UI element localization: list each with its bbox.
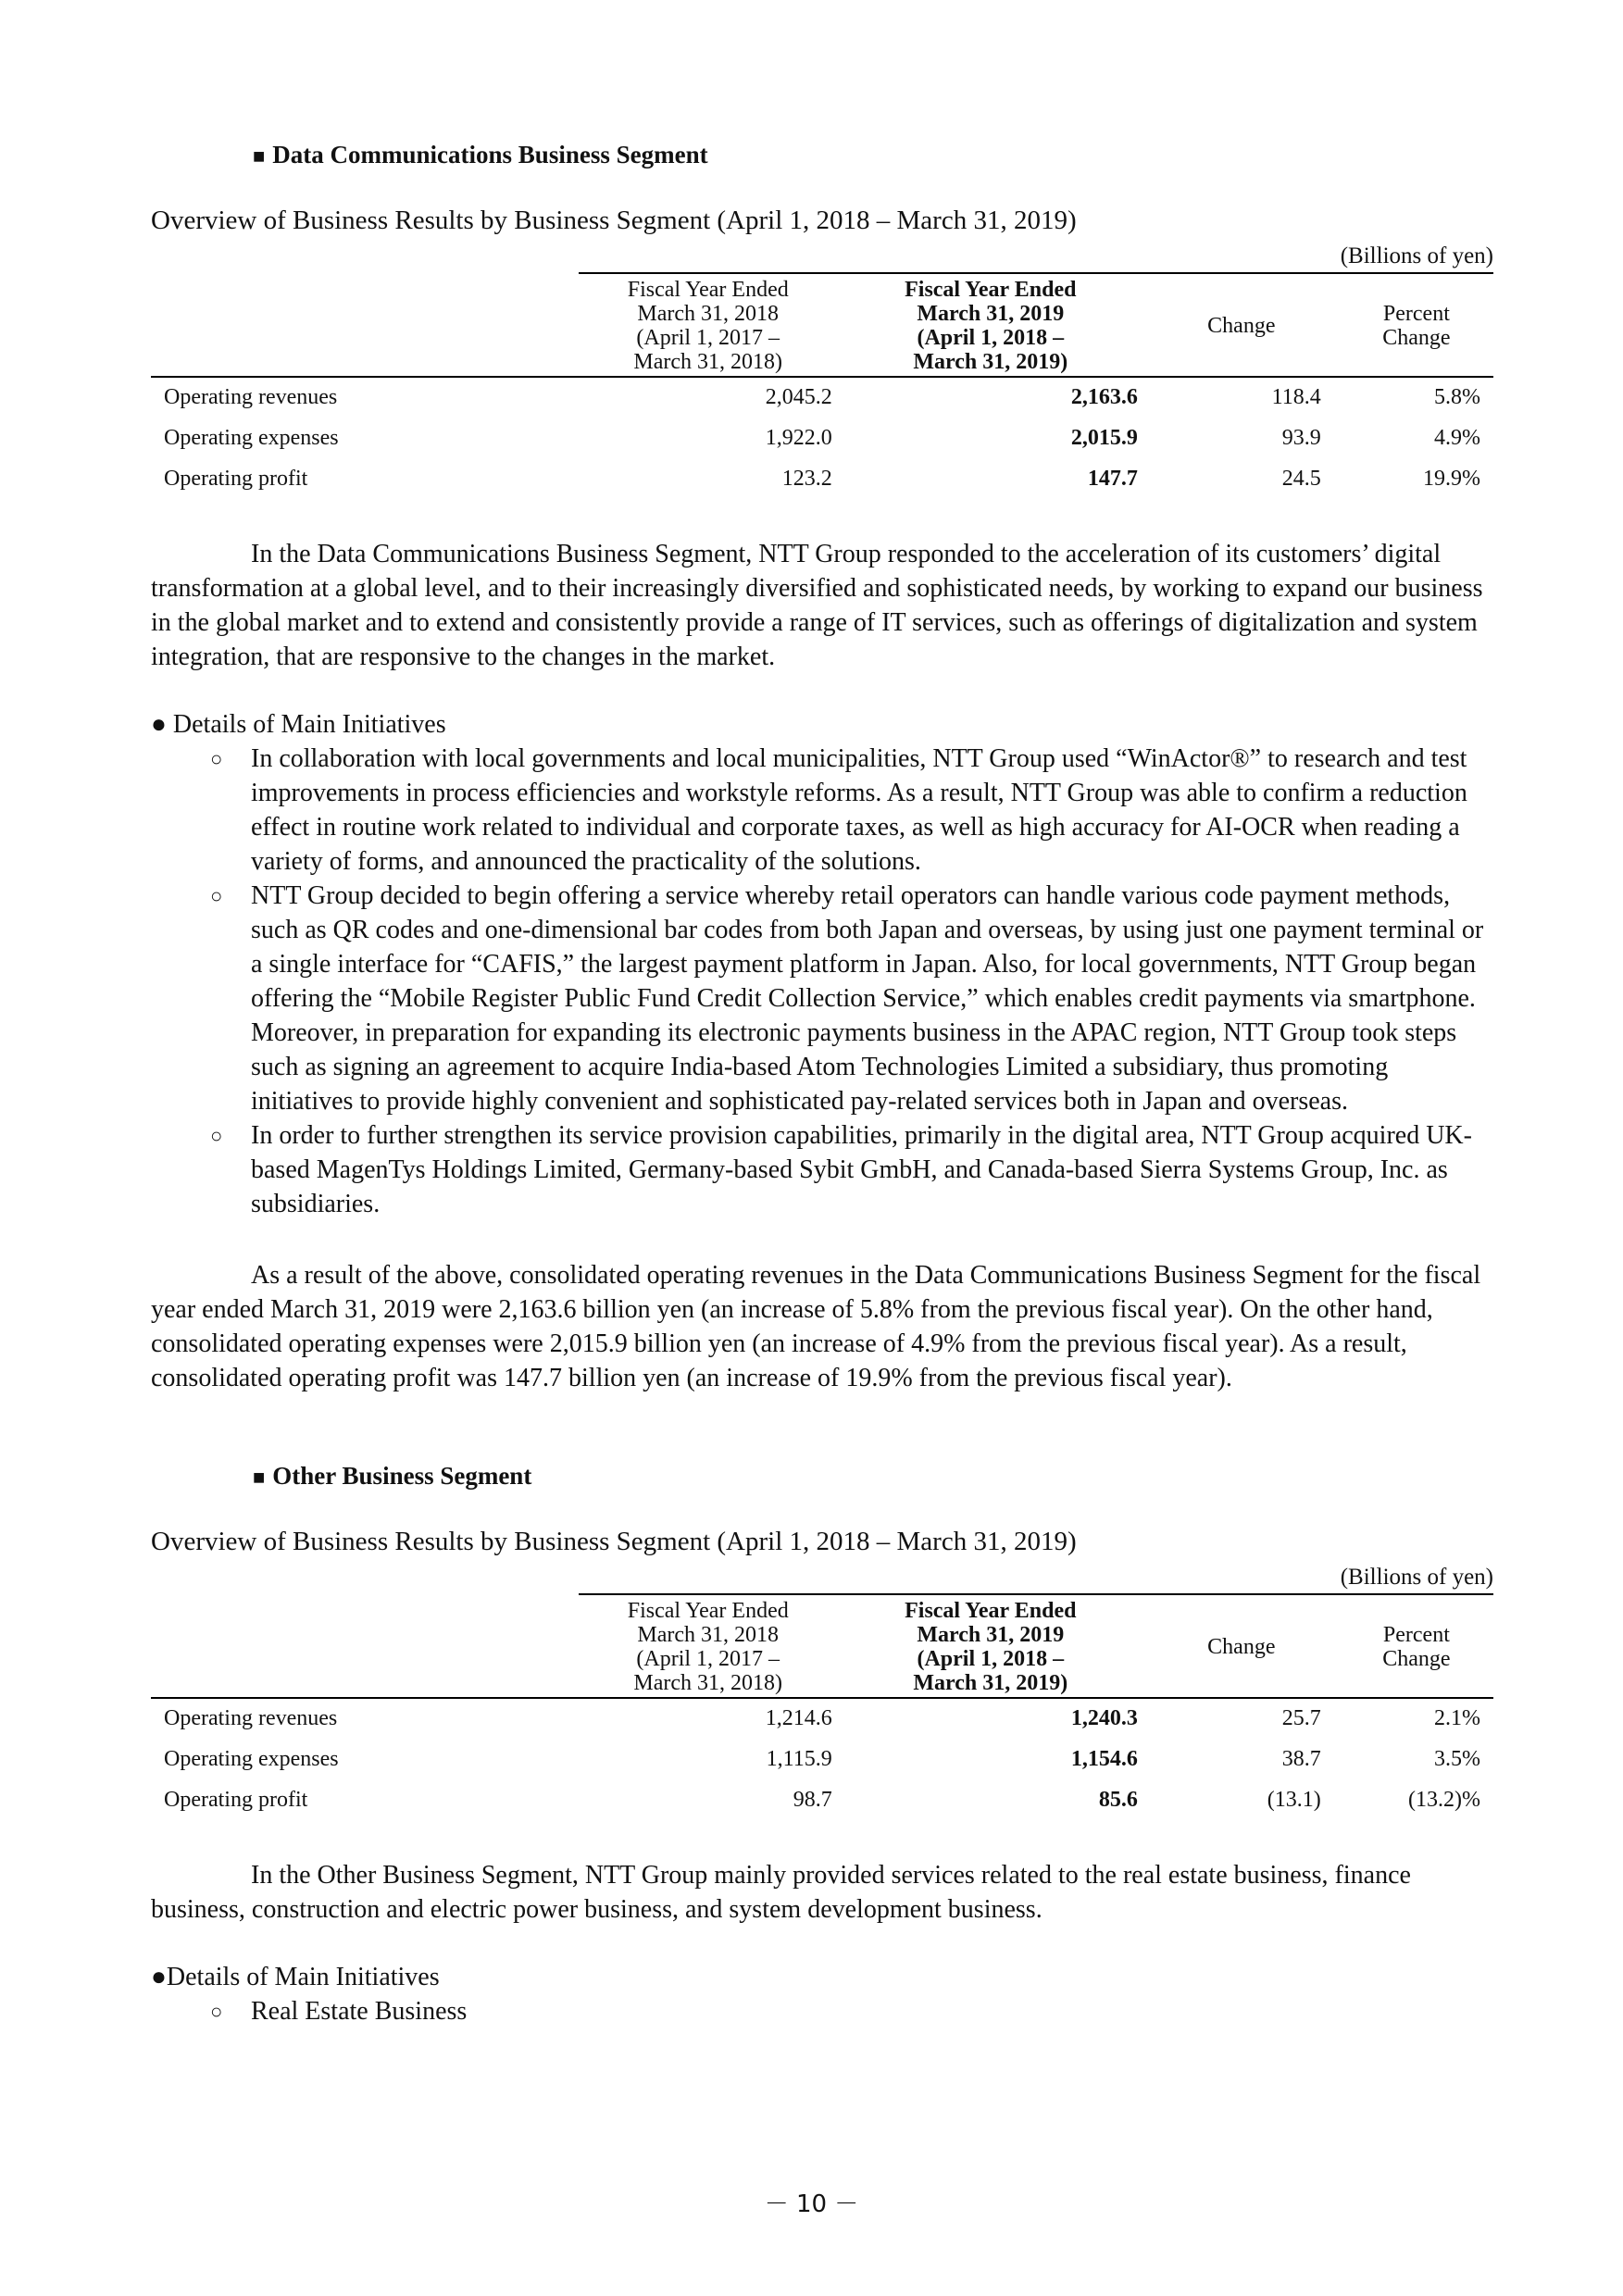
percent-change-value: 19.9% — [1423, 467, 1480, 491]
list-item: ○ In collaboration with local governments and local municipalities, NTT Group used “WinActor®” to research and test improvements in process efficiencies and workstyle reforms. As a result, NTT Group was able to confirm a reduction effect in routine work related to individual and corporate taxes, as well as high accuracy for AI-OCR when reading a variety of forms, and announced the practicality of the solutions. — [151, 742, 1493, 879]
change-value: 25.7 — [1143, 1698, 1340, 1740]
current-value: 147.7 — [1087, 467, 1138, 491]
prior-value: 1,115.9 — [766, 1747, 832, 1771]
change-value: 93.9 — [1281, 426, 1321, 450]
header-current-fy: Fiscal Year Ended March 31, 2019 (April 1, 2018 – March 31, 2019) — [838, 1594, 1143, 1698]
document-page — [151, 139, 1493, 2028]
current-value: 1,240.3 — [838, 1698, 1143, 1740]
table-row — [151, 377, 1493, 418]
header-prior-fy: Fiscal Year Ended March 31, 2018 (April 1, 2017 – March 31, 2018) — [579, 1594, 838, 1698]
percent-change-value: (13.2)% — [1408, 1788, 1480, 1812]
change-value: 24.5 — [1281, 467, 1321, 491]
circle-bullet-icon: ○ — [210, 1124, 223, 1147]
initiatives-list — [151, 742, 1493, 1221]
header-percent-change: Percent Change — [1340, 1594, 1493, 1698]
percent-change-value: 2.1% — [1340, 1698, 1493, 1740]
circle-bullet-icon: ○ — [210, 2000, 223, 2023]
circle-bullet-icon: ○ — [210, 747, 223, 770]
change-value: (13.1) — [1267, 1788, 1321, 1812]
overview-title: Overview of Business Results by Business Segment (April 1, 2018 – March 31, 2019) — [151, 206, 1077, 235]
percent-change-value: 4.9% — [1434, 426, 1480, 450]
intro-paragraph: In the Data Communications Business Segment, NTT Group responded to the acceleration of its customers’ digital transformation at a global level, and to their increasingly diversified and sophisticated needs, by working to expand our business in the global market and to extend and consistently provide a range of IT services, such as offerings of digitalization and system integration, that are responsive to the changes in the market. — [151, 540, 1483, 671]
row-label: Operating expenses — [164, 426, 339, 450]
row-label: Operating profit — [164, 467, 308, 491]
results-table-data-communications — [151, 272, 1493, 500]
header-blank — [151, 1594, 579, 1698]
table-row — [151, 1740, 1493, 1780]
results-table-other — [151, 1593, 1493, 1821]
table-row — [151, 1780, 1493, 1821]
section-heading-data-communications — [253, 139, 1493, 172]
current-value: 2,015.9 — [1070, 426, 1138, 450]
square-bullet-icon: ■ — [253, 1466, 266, 1489]
prior-value: 1,214.6 — [579, 1698, 838, 1740]
section-heading-text: Other Business Segment — [272, 1462, 532, 1490]
header-percent-change: Percent Change — [1340, 273, 1493, 377]
details-title: ● Details of Main Initiatives — [151, 710, 446, 739]
percent-change-value: 3.5% — [1434, 1747, 1480, 1771]
percent-change-value: 5.8% — [1340, 377, 1493, 418]
current-value: 85.6 — [1098, 1788, 1138, 1812]
change-value: 118.4 — [1143, 377, 1340, 418]
header-change: Change — [1143, 273, 1340, 377]
square-bullet-icon: ■ — [253, 144, 266, 168]
table-row — [151, 418, 1493, 459]
prior-value: 1,922.0 — [765, 426, 832, 450]
header-current-fy: Fiscal Year Ended March 31, 2019 (April 1, 2018 – March 31, 2019) — [838, 273, 1143, 377]
result-paragraph: As a result of the above, consolidated operating revenues in the Data Communications Business Segment for the fiscal year ended March 31, 2019 were 2,163.6 billion yen (an increase of 5.8% from the previous fiscal year). On the other hand, consolidated operating expenses were 2,015.9 billion yen (an increase of 4.9% from the previous fiscal year). As a result, consolidated operating profit was 147.7 billion yen (an increase of 19.9% from the previous fiscal year). — [151, 1261, 1481, 1392]
page-number: － 10 － — [764, 2190, 859, 2218]
overview-title: Overview of Business Results by Business Segment (April 1, 2018 – March 31, 2019) — [151, 1527, 1077, 1556]
table-row — [151, 459, 1493, 500]
header-prior-fy: Fiscal Year Ended March 31, 2018 (April 1, 2017 – March 31, 2018) — [579, 273, 838, 377]
row-label: Operating expenses — [164, 1747, 339, 1771]
row-label: Operating revenues — [151, 377, 579, 418]
list-item: ○ In order to further strengthen its service provision capabilities, primarily in the digital area, NTT Group acquired UK-based MagenTys Holdings Limited, Germany-based Sybit GmbH, and Canada-based Sierra Systems Group, Inc. as subsidiaries. — [151, 1118, 1493, 1221]
current-value: 2,163.6 — [838, 377, 1143, 418]
section-heading-text: Data Communications Business Segment — [272, 141, 708, 168]
unit-label: (Billions of yen) — [1340, 243, 1493, 268]
row-label: Operating profit — [164, 1788, 308, 1812]
section-heading-other — [253, 1460, 1493, 1493]
change-value: 38.7 — [1281, 1747, 1321, 1771]
unit-label: (Billions of yen) — [1340, 1565, 1493, 1590]
circle-bullet-icon: ○ — [210, 884, 223, 907]
current-value: 1,154.6 — [1070, 1747, 1138, 1771]
table-row — [151, 1698, 1493, 1740]
list-item: ○ NTT Group decided to begin offering a service whereby retail operators can handle various code payment methods, such as QR codes and one-dimensional bar codes from both Japan and overseas, by using just one payment terminal or a single interface for “CAFIS,” the largest payment platform in Japan. Also, for local governments, NTT Group began offering the “Mobile Register Public Fund Credit Collection Service,” which enables credit payments via smartphone. Moreover, in preparation for expanding its electronic payments business in the APAC region, NTT Group took steps such as signing an agreement to acquire India-based Atom Technologies Limited a subsidiary, thus promoting initiatives to provide highly convenient and sophisticated pay-related services both in Japan and overseas. — [151, 879, 1493, 1118]
intro-paragraph: In the Other Business Segment, NTT Group mainly provided services related to the real estate business, finance business, construction and electric power business, and system development business. — [151, 1861, 1411, 1924]
list-item: ○ Real Estate Business — [151, 1994, 1493, 2028]
header-blank — [151, 273, 579, 377]
prior-value: 123.2 — [781, 467, 832, 491]
details-title: ●Details of Main Initiatives — [151, 1963, 440, 1991]
prior-value: 2,045.2 — [579, 377, 838, 418]
initiatives-list — [151, 1994, 1493, 2028]
prior-value: 98.7 — [793, 1788, 832, 1812]
header-change: Change — [1143, 1594, 1340, 1698]
row-label: Operating revenues — [151, 1698, 579, 1740]
